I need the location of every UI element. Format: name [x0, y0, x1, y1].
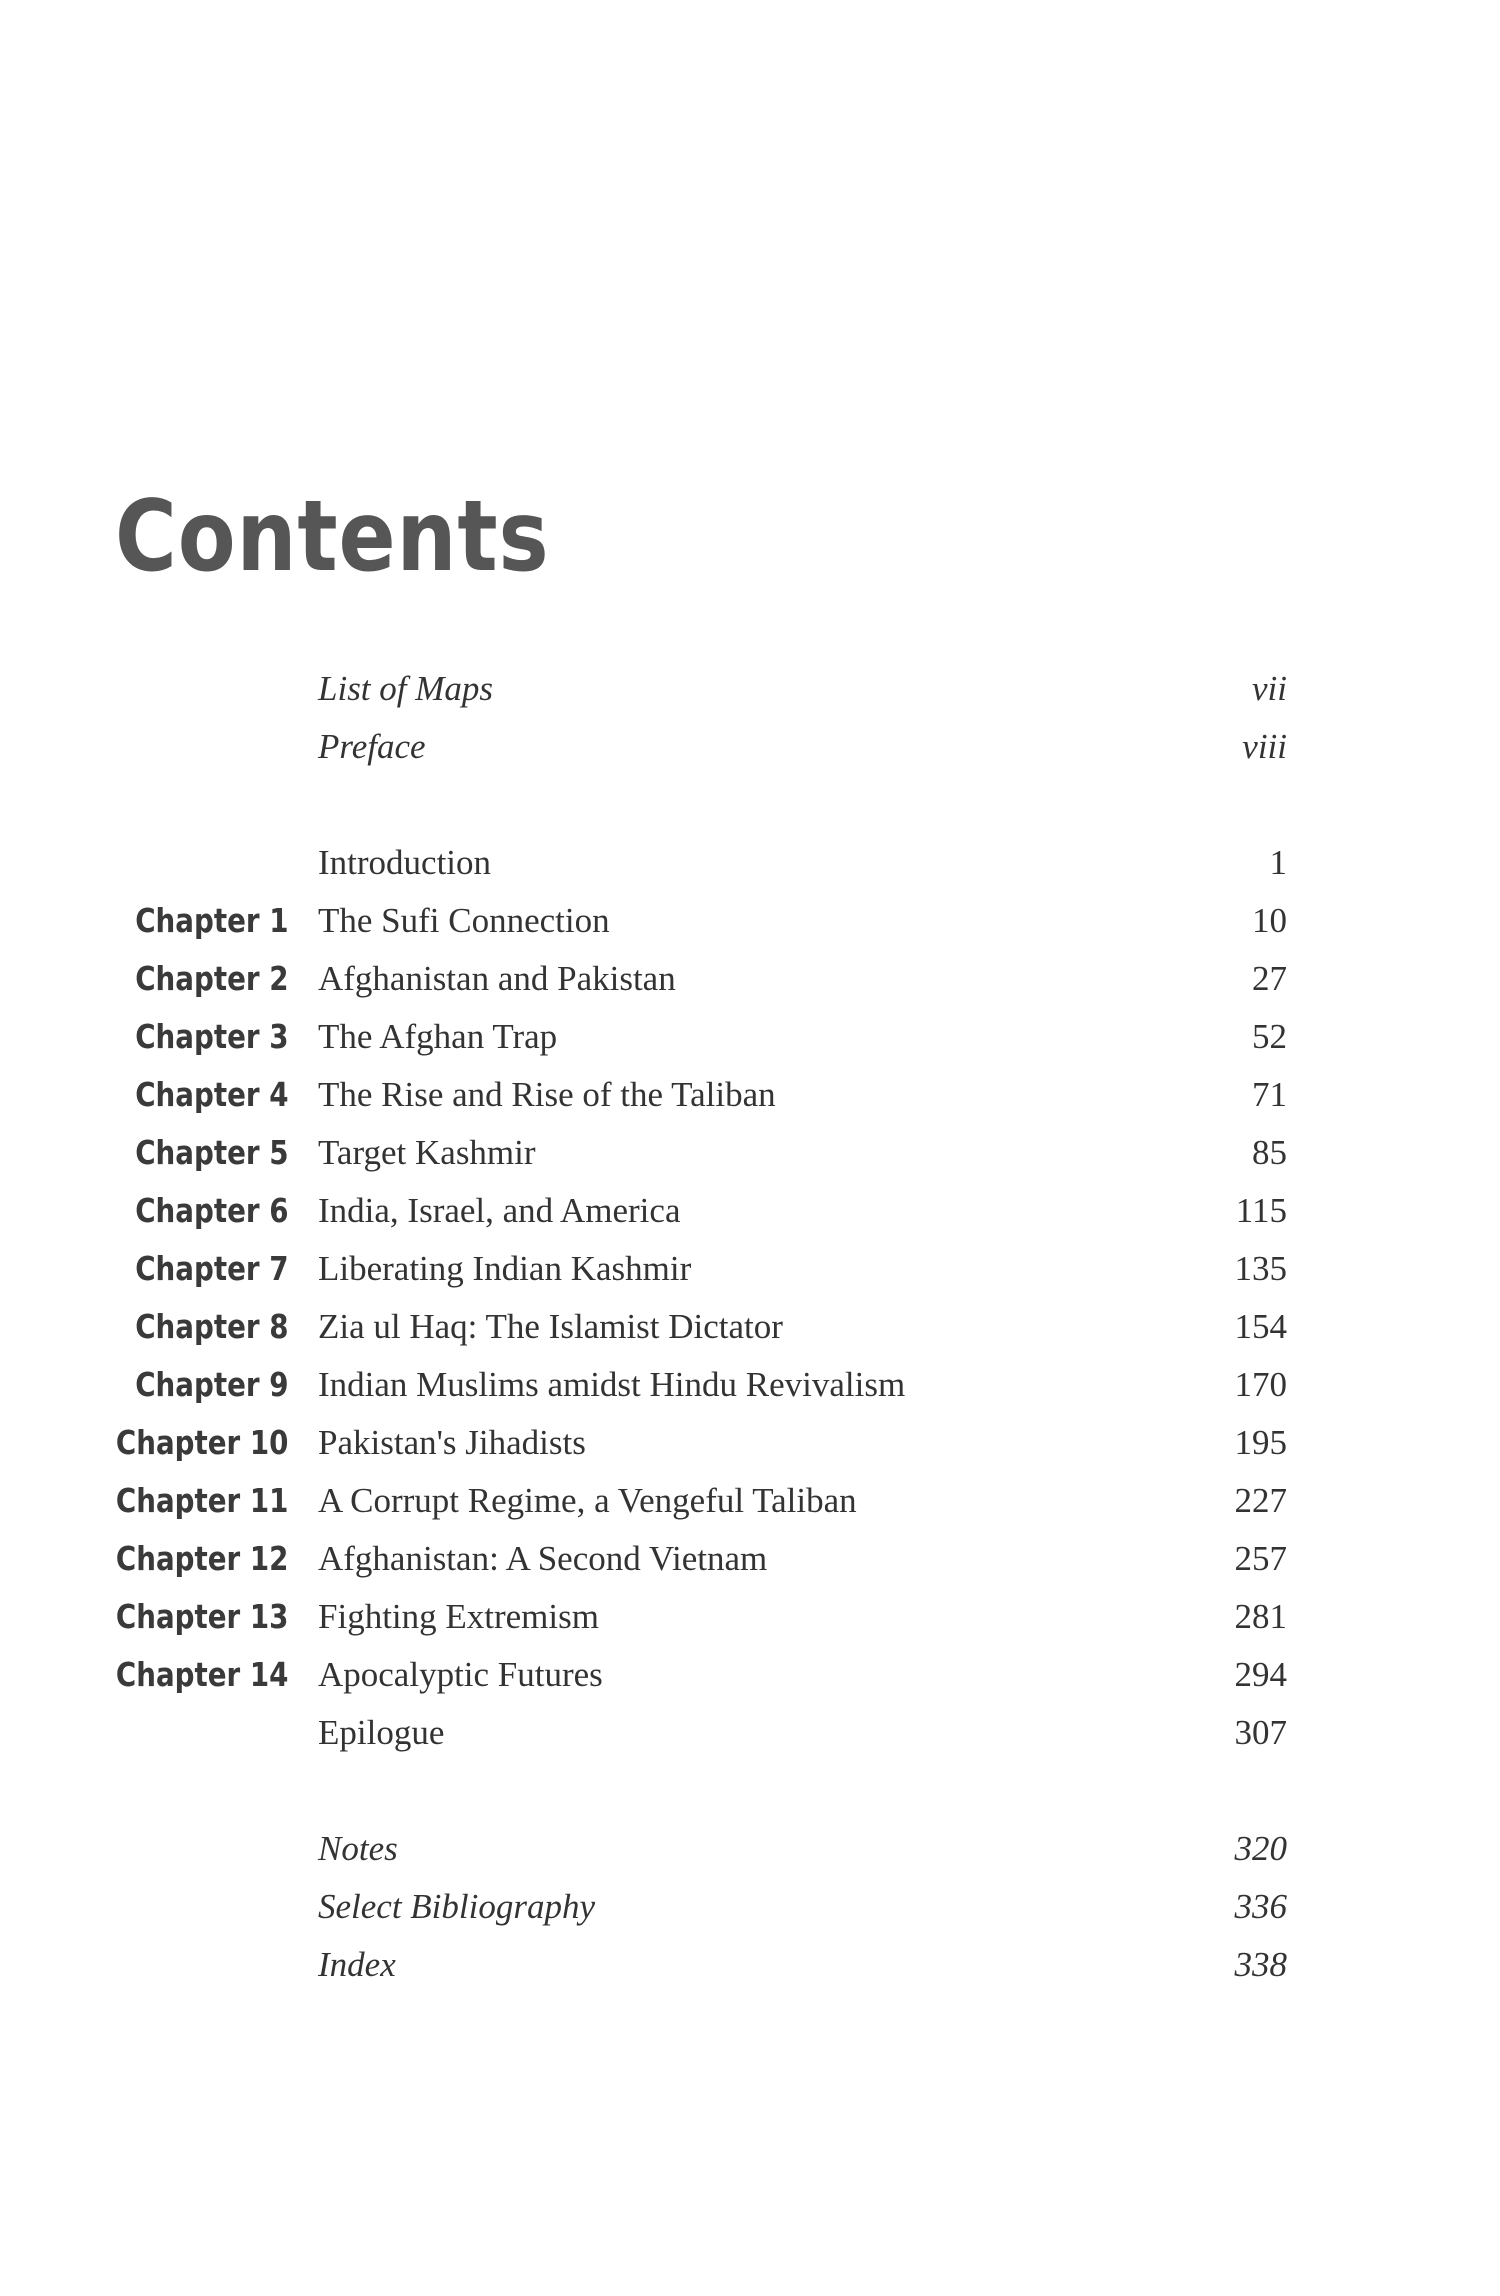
toc-entry-chapter-7 [0, 1240, 1500, 1298]
entry-page-number: 71 [1252, 1075, 1287, 1114]
chapter-label: Chapter 10 [115, 1423, 288, 1462]
chapter-label: Chapter 11 [115, 1481, 288, 1520]
toc-entry-epilogue [0, 1704, 1500, 1762]
entry-title: Introduction [318, 843, 492, 882]
entry-page-number: 170 [1234, 1365, 1287, 1404]
toc-entry-chapter-1 [0, 892, 1500, 950]
entry-title: Liberating Indian Kashmir [318, 1249, 692, 1288]
entry-title: Notes [318, 1829, 398, 1868]
toc-entry-preface [0, 718, 1500, 776]
entry-title: Zia ul Haq: The Islamist Dictator [318, 1307, 783, 1346]
toc-entry-chapter-6 [0, 1182, 1500, 1240]
entry-page-number: 85 [1252, 1133, 1287, 1172]
chapter-label: Chapter 3 [134, 1017, 288, 1056]
entry-title: Target Kashmir [318, 1133, 536, 1172]
toc-entry-list-of-maps [0, 660, 1500, 718]
entry-page-number: 320 [1234, 1829, 1287, 1868]
entry-page-number: 195 [1234, 1423, 1287, 1462]
chapter-label: Chapter 6 [134, 1191, 288, 1230]
entry-title: The Rise and Rise of the Taliban [318, 1075, 776, 1114]
toc-entry-chapter-9 [0, 1356, 1500, 1414]
entry-page-number: 154 [1234, 1307, 1287, 1346]
toc-entry-chapter-10 [0, 1414, 1500, 1472]
entry-page-number: 52 [1252, 1017, 1287, 1056]
toc-entry-introduction [0, 834, 1500, 892]
entry-title: List of Maps [318, 669, 494, 708]
toc-entry-index [0, 1936, 1500, 1994]
entry-title: Epilogue [318, 1713, 445, 1752]
entry-title: India, Israel, and America [318, 1191, 681, 1230]
toc-entry-chapter-13 [0, 1588, 1500, 1646]
toc-entry-chapter-5 [0, 1124, 1500, 1182]
toc-entry-chapter-14 [0, 1646, 1500, 1704]
toc-entry-notes [0, 1820, 1500, 1878]
entry-title: The Sufi Connection [318, 901, 610, 940]
toc-entry-chapter-12 [0, 1530, 1500, 1588]
entry-title: Afghanistan: A Second Vietnam [318, 1539, 768, 1578]
chapter-label: Chapter 7 [134, 1249, 288, 1288]
chapter-label: Chapter 1 [134, 901, 288, 940]
entry-page-number: 294 [1234, 1655, 1287, 1694]
chapter-label: Chapter 5 [134, 1133, 288, 1172]
toc-entry-chapter-11 [0, 1472, 1500, 1530]
entry-title: Preface [318, 727, 426, 766]
entry-title: Pakistan's Jihadists [318, 1423, 586, 1462]
chapter-label: Chapter 13 [115, 1597, 288, 1636]
entry-title: Indian Muslims amidst Hindu Revivalism [318, 1365, 906, 1404]
toc-entry-chapter-2 [0, 950, 1500, 1008]
entry-title: Index [318, 1945, 396, 1984]
entry-page-number: viii [1242, 727, 1287, 766]
entry-page-number: 336 [1234, 1887, 1287, 1926]
toc-entry-chapter-3 [0, 1008, 1500, 1066]
chapter-label: Chapter 4 [134, 1075, 288, 1114]
chapter-label: Chapter 2 [134, 959, 288, 998]
entry-page-number: 307 [1234, 1713, 1287, 1752]
entry-page-number: 227 [1234, 1481, 1287, 1520]
entry-title: Apocalyptic Futures [318, 1655, 603, 1694]
entry-page-number: 27 [1252, 959, 1287, 998]
entry-page-number: 257 [1234, 1539, 1287, 1578]
entry-page-number: 135 [1234, 1249, 1287, 1288]
toc-entry-chapter-4 [0, 1066, 1500, 1124]
entry-page-number: 281 [1234, 1597, 1287, 1636]
entry-title: Select Bibliography [318, 1887, 596, 1926]
entry-page-number: 1 [1269, 843, 1287, 882]
entry-title: Fighting Extremism [318, 1597, 599, 1636]
chapter-label: Chapter 9 [134, 1365, 288, 1404]
entry-title: The Afghan Trap [318, 1017, 558, 1056]
chapter-label: Chapter 14 [115, 1655, 288, 1694]
entry-title: Afghanistan and Pakistan [318, 959, 676, 998]
chapter-label: Chapter 12 [115, 1539, 288, 1578]
entry-title: A Corrupt Regime, a Vengeful Taliban [318, 1481, 857, 1520]
entry-page-number: vii [1252, 669, 1287, 708]
page-title: Contents [115, 480, 550, 594]
toc-entry-chapter-8 [0, 1298, 1500, 1356]
chapter-label: Chapter 8 [134, 1307, 288, 1346]
entry-page-number: 10 [1252, 901, 1287, 940]
entry-page-number: 338 [1234, 1945, 1287, 1984]
entry-page-number: 115 [1235, 1191, 1287, 1230]
toc-entry-select-bibliography [0, 1878, 1500, 1936]
